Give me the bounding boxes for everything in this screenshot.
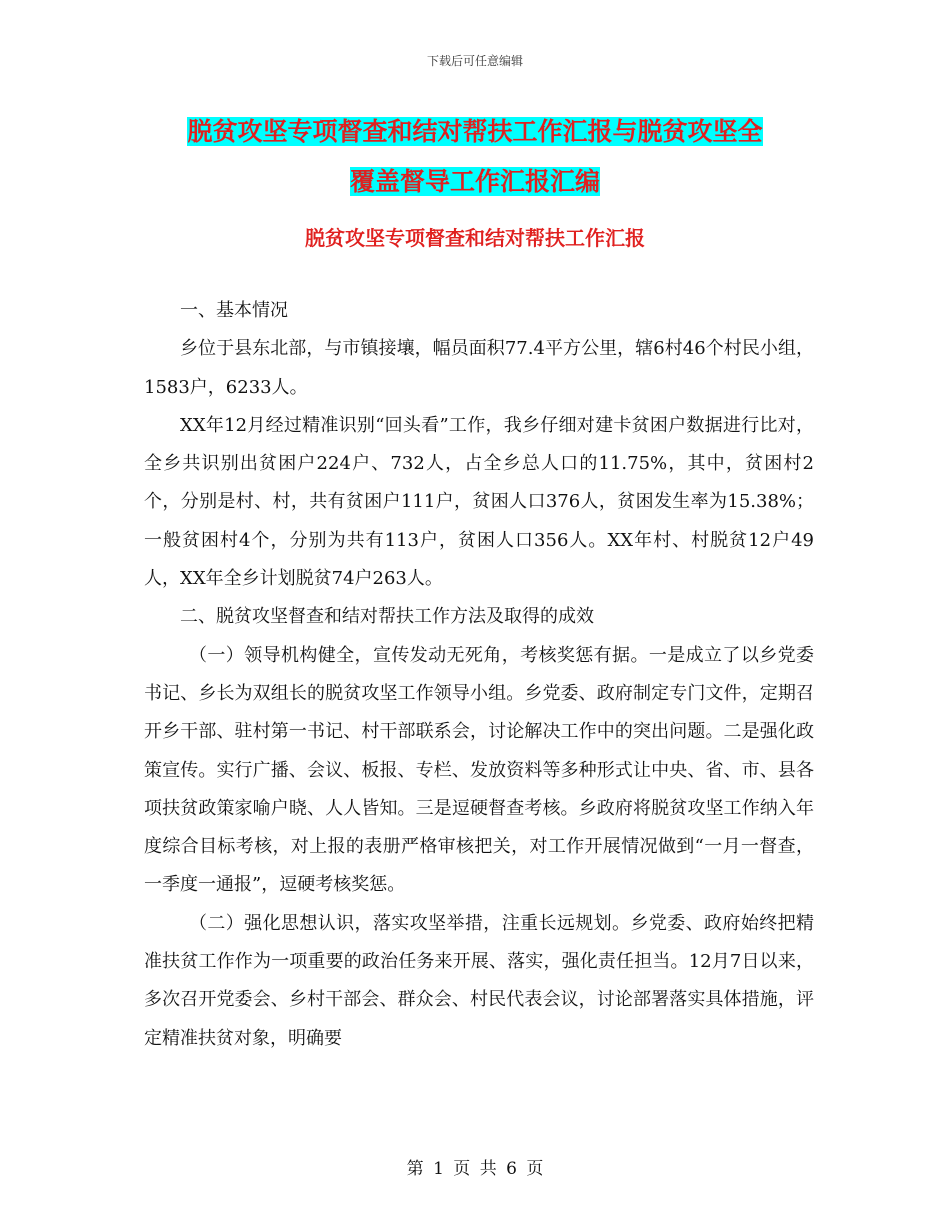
document-title	[140, 107, 810, 207]
paragraph-leadership: （一）领导机构健全，宣传发动无死角，考核奖惩有据。一是成立了以乡党委书记、乡长为双组长的脱贫攻坚工作领导小组。乡党委、政府制定专门文件，定期召开乡干部、驻村第一书记、村干部联系会，讨论解决工作中的突出问题。二是强化政策宣传。实行广播、会议、板报、专栏、发放资料等多种形式让中央、省、市、县各项扶贫政策家喻户晓、人人皆知。三是逗硬督查考核。乡政府将脱贫攻坚工作纳入年度综合目标考核，对上报的表册严格审核把关，对工作开展情况做到“一月一督查，一季度一通报”，逗硬考核奖惩。	[144, 644, 814, 896]
heading-methods-results: 二、脱贫攻坚督查和结对帮扶工作方法及取得的成效	[180, 606, 594, 628]
document-title-line1: 脱贫攻坚专项督查和结对帮扶工作汇报与脱贫攻坚全	[187, 117, 763, 146]
paragraph-awareness: （二）强化思想认识，落实攻坚举措，注重长远规划。乡党委、政府始终把精准扶贫工作作为一项重要的政治任务来开展、落实，强化责任担当。12月7日以来，多次召开党委会、乡村干部会、群众会、村民代表会议，讨论部署落实具体措施，评定精准扶贫对象，明确要	[144, 912, 814, 1049]
document-body	[144, 292, 814, 1058]
paragraph-poverty-data: XX年12月经过精准识别“回头看”工作，我乡仔细对建卡贫困户数据进行比对，全乡共识别出贫困户224户、732人，占全乡总人口的11.75%，其中，贫困村2个，分别是村、村，共有贫困户111户，贫困人口376人，贫困发生率为15.38%；一般贫困村4个，分别为共有113户，贫困人口356人。XX年村、村脱贫12户49人，XX年全乡计划脱贫74户263人。	[144, 414, 814, 590]
page-header: 下载后可任意编辑	[426, 54, 523, 68]
section-title: 脱贫攻坚专项督查和结对帮扶工作汇报	[305, 226, 645, 250]
heading-basic-situation: 一、基本情况	[180, 300, 288, 321]
document-title-line2: 覆盖督导工作汇报汇编	[349, 167, 600, 196]
page-footer: 第 1 页 共 6 页	[406, 1159, 544, 1179]
paragraph-location: 乡位于县东北部，与市镇接壤，幅员面积77.4平方公里，辖6村46个村民小组，1583户，6233人。	[144, 338, 814, 398]
